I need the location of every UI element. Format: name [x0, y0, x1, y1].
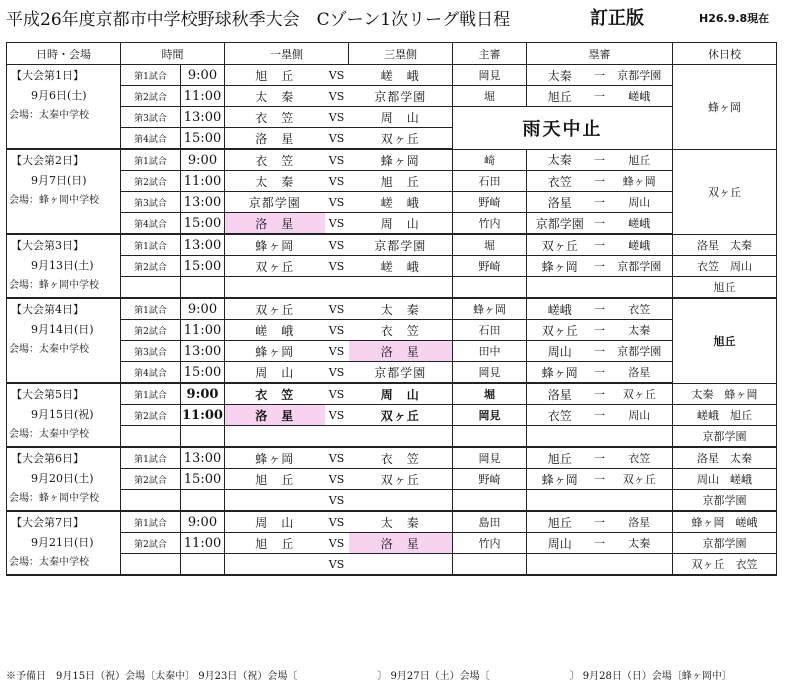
day-venue: 会場：太秦中学校 [9, 557, 89, 568]
first-base-team: 洛 星 [225, 128, 325, 150]
third-base-team: 嵯 峨 [349, 65, 453, 86]
game-number: 第2試合 [121, 469, 181, 490]
document-title: 平成26年度京都市中学校野球秋季大会 Cゾーン1次リーグ戦日程 [6, 10, 511, 30]
third-base-umpire: 京都学園 [607, 341, 673, 362]
empty-cell [181, 277, 225, 299]
first-base-umpire: 京都学園 [527, 213, 593, 235]
first-base-umpire: 蜂ヶ岡 [527, 362, 593, 384]
third-base-team: 蜂ヶ岡 [349, 149, 453, 171]
third-base-team: 衣 笠 [349, 447, 453, 469]
bye-school: 洛星 太秦 [673, 447, 777, 469]
bye-school: 洛星 太秦 [673, 234, 777, 256]
game-time: 15:00 [181, 469, 225, 490]
first-base-umpire: 蜂ヶ岡 [527, 256, 593, 277]
bye-school: 周山 嵯峨 [673, 469, 777, 490]
third-base-team: 双ヶ丘 [349, 128, 453, 150]
day-label: 【大会第4日】 [11, 303, 84, 316]
chief-umpire: 田中 [453, 341, 527, 362]
game-time: 9:00 [181, 511, 225, 533]
chief-umpire: 石田 [453, 320, 527, 341]
table-row [7, 107, 777, 128]
vs-label: VS [325, 192, 349, 213]
first-base-umpire: 太秦 [527, 65, 593, 86]
umpire-dash: 一 [593, 234, 607, 256]
umpire-dash: 一 [593, 362, 607, 384]
day-label: 【大会第2日】 [11, 154, 84, 167]
table-row [7, 362, 777, 384]
table-row [7, 533, 777, 554]
table-row [7, 213, 777, 235]
bye-school: 京都学園 [673, 490, 777, 512]
umpire-dash: 一 [593, 149, 607, 171]
third-base-umpire: 京都学園 [607, 256, 673, 277]
day-info [7, 447, 121, 511]
empty-cell [607, 426, 673, 448]
chief-umpire: 野崎 [453, 256, 527, 277]
umpire-dash: 一 [593, 469, 607, 490]
third-base-umpire: 周山 [607, 192, 673, 213]
umpire-dash: 一 [593, 171, 607, 192]
third-base-team: 衣 笠 [349, 320, 453, 341]
first-base-team: 太 秦 [225, 171, 325, 192]
empty-cell [225, 426, 325, 448]
first-base-team: 周 山 [225, 511, 325, 533]
game-number: 第1試合 [121, 511, 181, 533]
correction-label: 訂正版 [590, 8, 644, 29]
day-venue: 会場：太秦中学校 [9, 110, 89, 121]
game-number: 第2試合 [121, 320, 181, 341]
first-base-team: 蜂ヶ岡 [225, 447, 325, 469]
game-number: 第3試合 [121, 341, 181, 362]
game-time: 13:00 [181, 107, 225, 128]
col-date-venue: 日時・会場 [7, 43, 121, 65]
first-base-team: 周 山 [225, 362, 325, 384]
game-time [181, 554, 225, 576]
chief-umpire: 岡見 [453, 65, 527, 86]
table-row [7, 447, 777, 469]
first-base-umpire: 双ヶ丘 [527, 320, 593, 341]
chief-umpire: 岡見 [453, 405, 527, 426]
empty-cell [181, 426, 225, 448]
third-base-team: 太 秦 [349, 511, 453, 533]
third-base-umpire: 太秦 [607, 320, 673, 341]
game-number [121, 554, 181, 576]
game-time: 11:00 [181, 405, 225, 426]
game-number [121, 490, 181, 512]
day-label: 【大会第7日】 [11, 516, 84, 529]
day-venue: 会場：太秦中学校 [9, 429, 89, 440]
col-third-base: 三塁側 [349, 43, 453, 65]
first-base-umpire: 嵯峨 [527, 298, 593, 320]
bye-school: 双ヶ丘 衣笠 [673, 554, 777, 576]
game-number: 第4試合 [121, 128, 181, 150]
footer-note: ※予備日 9月15日（祝）会場〔太秦中〕 9月23日（祝）会場〔 〕 9月27日（土）会場〔 〕 9月28日（日）会場〔蜂ヶ岡中〕 [6, 671, 732, 682]
empty-cell [349, 426, 453, 448]
header-row [7, 43, 777, 65]
day-label: 【大会第5日】 [11, 388, 84, 401]
vs-label: VS [325, 128, 349, 150]
vs-label: VS [325, 86, 349, 107]
table-row [7, 234, 777, 256]
game-number: 第3試合 [121, 192, 181, 213]
vs-label: VS [325, 107, 349, 128]
empty-cell [593, 277, 607, 299]
rain-cancel-notice [453, 107, 673, 150]
third-base-umpire [607, 554, 673, 576]
bye-school: 旭丘 [673, 298, 777, 383]
game-time: 11:00 [181, 86, 225, 107]
day-info [7, 149, 121, 234]
empty-cell [225, 277, 325, 299]
vs-label: VS [325, 341, 349, 362]
first-base-umpire: 周山 [527, 341, 593, 362]
first-base-team: 旭 丘 [225, 469, 325, 490]
first-base-team: 双ヶ丘 [225, 298, 325, 320]
rain-cancel-text: 雨天中止 [522, 118, 603, 140]
as-of-date: H26.9.8現在 [699, 12, 770, 25]
first-base-team: 京都学園 [225, 192, 325, 213]
chief-umpire: 岡見 [453, 362, 527, 384]
table-row [7, 426, 777, 448]
chief-umpire: 野崎 [453, 192, 527, 213]
col-time: 時間 [121, 43, 225, 65]
bye-school: 京都学園 [673, 533, 777, 554]
table-row [7, 65, 777, 86]
umpire-dash [593, 554, 607, 576]
empty-cell [527, 426, 593, 448]
table-row [7, 192, 777, 213]
empty-cell [121, 277, 181, 299]
vs-label: VS [325, 234, 349, 256]
umpire-dash: 一 [593, 533, 607, 554]
game-number: 第1試合 [121, 149, 181, 171]
game-time: 15:00 [181, 128, 225, 150]
vs-label: VS [325, 149, 349, 171]
first-base-umpire: 衣笠 [527, 405, 593, 426]
third-base-umpire: 周山 [607, 405, 673, 426]
chief-umpire: 竹内 [453, 533, 527, 554]
first-base-umpire: 蜂ヶ岡 [527, 469, 593, 490]
vs-label: VS [325, 490, 349, 512]
first-base-team [225, 490, 325, 512]
vs-label: VS [325, 447, 349, 469]
day-date: 9月20日(土) [31, 472, 94, 485]
game-number: 第1試合 [121, 65, 181, 86]
game-time: 13:00 [181, 341, 225, 362]
table-row [7, 256, 777, 277]
third-base-umpire: 洛星 [607, 362, 673, 384]
third-base-team: 京都学園 [349, 86, 453, 107]
first-base-umpire: 旭丘 [527, 511, 593, 533]
game-time: 13:00 [181, 447, 225, 469]
vs-label: VS [325, 511, 349, 533]
col-base-umpires: 塁審 [527, 43, 673, 65]
vs-label: VS [325, 362, 349, 384]
first-base-umpire: 周山 [527, 533, 593, 554]
chief-umpire: 堀 [453, 234, 527, 256]
game-number: 第1試合 [121, 447, 181, 469]
game-number: 第2試合 [121, 86, 181, 107]
day-info [7, 383, 121, 447]
day-info [7, 65, 121, 150]
first-base-team [225, 554, 325, 576]
chief-umpire: 竹内 [453, 213, 527, 235]
day-date: 9月7日(日) [31, 174, 87, 187]
day-info [7, 511, 121, 575]
game-time: 9:00 [181, 383, 225, 405]
game-number: 第4試合 [121, 362, 181, 384]
umpire-dash: 一 [593, 341, 607, 362]
bye-school: 蜂ヶ岡 嵯峨 [673, 511, 777, 533]
third-base-team: 京都学園 [349, 234, 453, 256]
third-base-umpire: 衣笠 [607, 298, 673, 320]
third-base-team: 双ヶ丘 [349, 405, 453, 426]
col-first-base: 一塁側 [225, 43, 349, 65]
first-base-team: 太 秦 [225, 86, 325, 107]
chief-umpire: 堀 [453, 383, 527, 405]
first-base-team: 衣 笠 [225, 107, 325, 128]
table-row [7, 511, 777, 533]
chief-umpire: 崎 [453, 149, 527, 171]
day-venue: 会場：蜂ヶ岡中学校 [9, 195, 99, 206]
game-number: 第1試合 [121, 383, 181, 405]
game-number: 第2試合 [121, 256, 181, 277]
vs-label: VS [325, 405, 349, 426]
third-base-team: 周 山 [349, 107, 453, 128]
first-base-umpire: 衣笠 [527, 171, 593, 192]
vs-label: VS [325, 469, 349, 490]
third-base-umpire: 双ヶ丘 [607, 469, 673, 490]
empty-cell [325, 426, 349, 448]
table-row [7, 277, 777, 299]
col-chief-umpire: 主審 [453, 43, 527, 65]
umpire-dash: 一 [593, 320, 607, 341]
table-row [7, 86, 777, 107]
first-base-team: 蜂ヶ岡 [225, 234, 325, 256]
umpire-dash: 一 [593, 256, 607, 277]
umpire-dash: 一 [593, 213, 607, 235]
table-row [7, 149, 777, 171]
game-time: 9:00 [181, 65, 225, 86]
first-base-team: 蜂ヶ岡 [225, 341, 325, 362]
day-venue: 会場：太秦中学校 [9, 344, 89, 355]
first-base-team: 嵯 峨 [225, 320, 325, 341]
game-number: 第1試合 [121, 234, 181, 256]
chief-umpire [453, 554, 527, 576]
vs-label: VS [325, 383, 349, 405]
game-time: 15:00 [181, 256, 225, 277]
table-row [7, 320, 777, 341]
vs-label: VS [325, 320, 349, 341]
first-base-umpire: 旭丘 [527, 447, 593, 469]
first-base-team: 衣 笠 [225, 149, 325, 171]
chief-umpire: 岡見 [453, 447, 527, 469]
vs-label: VS [325, 256, 349, 277]
day-date: 9月14日(日) [31, 323, 94, 336]
third-base-umpire: 衣笠 [607, 447, 673, 469]
third-base-umpire: 嵯峨 [607, 86, 673, 107]
day-date: 9月15日(祝) [31, 408, 94, 421]
bye-school: 旭丘 [673, 277, 777, 299]
table-row [7, 171, 777, 192]
third-base-team [349, 554, 453, 576]
table-row [7, 405, 777, 426]
first-base-umpire: 洛星 [527, 192, 593, 213]
table-row [7, 490, 777, 512]
empty-cell [527, 277, 593, 299]
first-base-umpire [527, 490, 593, 512]
day-venue: 会場：蜂ヶ岡中学校 [9, 493, 99, 504]
bye-school: 京都学園 [673, 426, 777, 448]
third-base-team [349, 490, 453, 512]
table-row [7, 469, 777, 490]
umpire-dash: 一 [593, 298, 607, 320]
first-base-umpire: 双ヶ丘 [527, 234, 593, 256]
third-base-umpire: 蜂ヶ岡 [607, 171, 673, 192]
umpire-dash: 一 [593, 65, 607, 86]
empty-cell [121, 426, 181, 448]
first-base-team: 洛 星 [225, 213, 325, 235]
day-date: 9月13日(土) [31, 259, 94, 272]
day-label: 【大会第6日】 [11, 452, 84, 465]
game-time: 9:00 [181, 149, 225, 171]
first-base-umpire: 洛星 [527, 383, 593, 405]
bye-school: 太秦 蜂ヶ岡 [673, 383, 777, 405]
chief-umpire: 蜂ヶ岡 [453, 298, 527, 320]
third-base-team: 京都学園 [349, 362, 453, 384]
third-base-team: 太 秦 [349, 298, 453, 320]
table-row [7, 383, 777, 405]
schedule-body [7, 65, 777, 576]
umpire-dash: 一 [593, 447, 607, 469]
chief-umpire: 堀 [453, 86, 527, 107]
first-base-umpire: 太秦 [527, 149, 593, 171]
vs-label: VS [325, 65, 349, 86]
third-base-team: 嵯 峨 [349, 192, 453, 213]
empty-cell [607, 277, 673, 299]
umpire-dash: 一 [593, 86, 607, 107]
third-base-umpire: 双ヶ丘 [607, 383, 673, 405]
first-base-team: 旭 丘 [225, 533, 325, 554]
empty-cell [453, 277, 527, 299]
game-time: 11:00 [181, 320, 225, 341]
bye-school: 衣笠 周山 [673, 256, 777, 277]
vs-label: VS [325, 213, 349, 235]
first-base-umpire [527, 554, 593, 576]
first-base-team: 双ヶ丘 [225, 256, 325, 277]
game-time: 15:00 [181, 213, 225, 235]
third-base-team: 双ヶ丘 [349, 469, 453, 490]
third-base-team: 周 山 [349, 383, 453, 405]
vs-label: VS [325, 554, 349, 576]
game-number: 第1試合 [121, 298, 181, 320]
vs-label: VS [325, 298, 349, 320]
day-label: 【大会第1日】 [11, 69, 84, 82]
vs-label: VS [325, 533, 349, 554]
first-base-team: 洛 星 [225, 405, 325, 426]
game-number: 第2試合 [121, 533, 181, 554]
day-date: 9月6日(土) [31, 89, 87, 102]
chief-umpire: 石田 [453, 171, 527, 192]
third-base-umpire: 京都学園 [607, 65, 673, 86]
game-time: 11:00 [181, 533, 225, 554]
day-info [7, 298, 121, 383]
game-number: 第4試合 [121, 213, 181, 235]
chief-umpire [453, 490, 527, 512]
bye-school: 嵯峨 旭丘 [673, 405, 777, 426]
third-base-team: 周 山 [349, 213, 453, 235]
third-base-team: 洛 星 [349, 533, 453, 554]
umpire-dash: 一 [593, 511, 607, 533]
umpire-dash: 一 [593, 405, 607, 426]
col-bye-school: 休日校 [673, 43, 777, 65]
table-row [7, 554, 777, 576]
game-time [181, 490, 225, 512]
game-number: 第2試合 [121, 171, 181, 192]
umpire-dash: 一 [593, 192, 607, 213]
game-time: 13:00 [181, 192, 225, 213]
game-number: 第3試合 [121, 107, 181, 128]
day-label: 【大会第3日】 [11, 239, 84, 252]
vs-label: VS [325, 171, 349, 192]
table-row [7, 341, 777, 362]
day-info [7, 234, 121, 298]
game-time: 15:00 [181, 362, 225, 384]
game-number: 第2試合 [121, 405, 181, 426]
first-base-team: 衣 笠 [225, 383, 325, 405]
first-base-umpire: 旭丘 [527, 86, 593, 107]
third-base-team: 洛 星 [349, 341, 453, 362]
third-base-umpire: 洛星 [607, 511, 673, 533]
first-base-team: 旭 丘 [225, 65, 325, 86]
third-base-umpire: 嵯峨 [607, 213, 673, 235]
third-base-umpire: 太秦 [607, 533, 673, 554]
third-base-team: 旭 丘 [349, 171, 453, 192]
document-header [0, 0, 800, 36]
empty-cell [325, 277, 349, 299]
game-time: 9:00 [181, 298, 225, 320]
day-venue: 会場：蜂ヶ岡中学校 [9, 280, 99, 291]
third-base-team: 嵯 峨 [349, 256, 453, 277]
chief-umpire: 島田 [453, 511, 527, 533]
game-time: 13:00 [181, 234, 225, 256]
bye-school: 蜂ヶ岡 [673, 65, 777, 150]
third-base-umpire: 嵯峨 [607, 234, 673, 256]
empty-cell [349, 277, 453, 299]
chief-umpire: 野崎 [453, 469, 527, 490]
empty-cell [453, 426, 527, 448]
third-base-umpire [607, 490, 673, 512]
umpire-dash [593, 490, 607, 512]
day-date: 9月21日(日) [31, 536, 94, 549]
schedule-table [6, 42, 777, 576]
bye-school: 双ヶ丘 [673, 149, 777, 234]
umpire-dash: 一 [593, 383, 607, 405]
third-base-umpire: 旭丘 [607, 149, 673, 171]
empty-cell [593, 426, 607, 448]
game-time: 11:00 [181, 171, 225, 192]
table-row [7, 298, 777, 320]
